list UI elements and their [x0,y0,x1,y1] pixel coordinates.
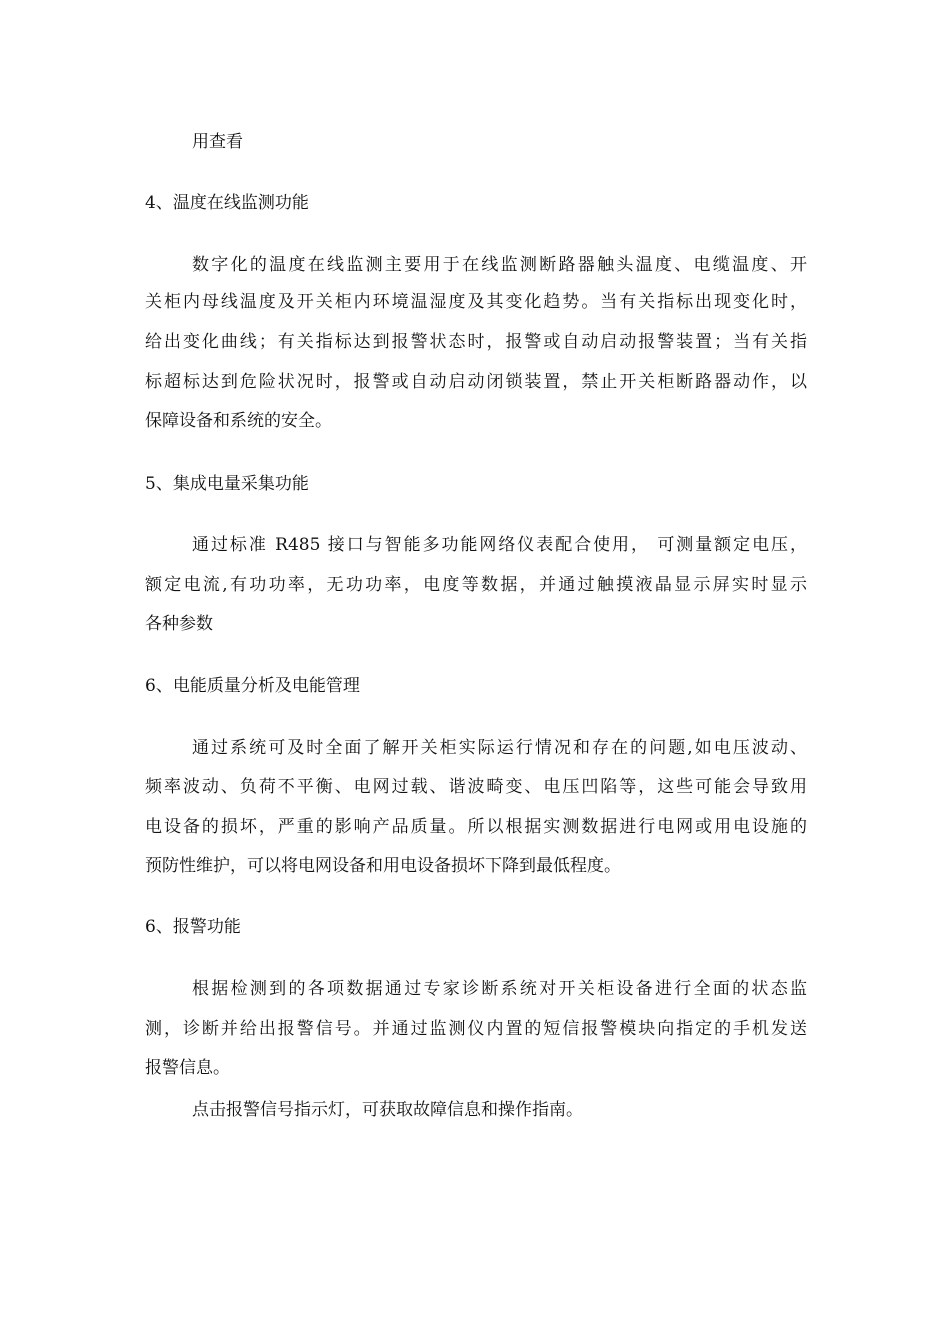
paragraph-line: 给出变化曲线；有关指标达到报警状态时，报警或自动启动报警装置；当有关指 [145,332,807,352]
paragraph-line: 额定电流,有功功率，无功功率，电度等数据，并通过触摸液晶显示屏实时显示 [145,575,807,595]
paragraph-line: 测，诊断并给出报警信号。并通过监测仪内置的短信报警模块向指定的手机发送 [145,1019,807,1039]
paragraph-line: 关柜内母线温度及开关柜内环境温湿度及其变化趋势。当有关指标出现变化时， [145,292,807,312]
section-heading-6a: 6、电能质量分析及电能管理 [145,676,360,696]
paragraph-line: 通过系统可及时全面了解开关柜实际运行情况和存在的问题,如电压波动、 [192,738,807,758]
section-heading-5: 5、集成电量采集功能 [145,474,309,494]
paragraph-line: 通过标准 R485 接口与智能多功能网络仪表配合使用， 可测量额定电压， [192,535,807,555]
section-heading-4: 4、温度在线监测功能 [145,193,309,213]
paragraph-line: 数字化的温度在线监测主要用于在线监测断路器触头温度、电缆温度、开 [192,255,807,275]
section-heading-6b: 6、报警功能 [145,917,241,937]
paragraph-line: 电设备的损坏，严重的影响产品质量。所以根据实测数据进行电网或用电设施的 [145,817,807,837]
paragraph-line: 点击报警信号指示灯，可获取故障信息和操作指南。 [192,1100,583,1120]
paragraph-line: 标超标达到危险状况时，报警或自动启动闭锁装置，禁止开关柜断路器动作，以 [145,372,807,392]
continuation-text: 用查看 [192,132,243,152]
paragraph-line: 报警信息。 [145,1058,230,1078]
paragraph-line: 频率波动、负荷不平衡、电网过载、谐波畸变、电压凹陷等，这些可能会导致用 [145,777,807,797]
paragraph-line: 各种参数 [145,614,213,634]
paragraph-line: 保障设备和系统的安全。 [145,411,332,431]
paragraph-line: 预防性维护，可以将电网设备和用电设备损坏下降到最低程度。 [145,856,621,876]
paragraph-line: 根据检测到的各项数据通过专家诊断系统对开关柜设备进行全面的状态监 [192,979,807,999]
